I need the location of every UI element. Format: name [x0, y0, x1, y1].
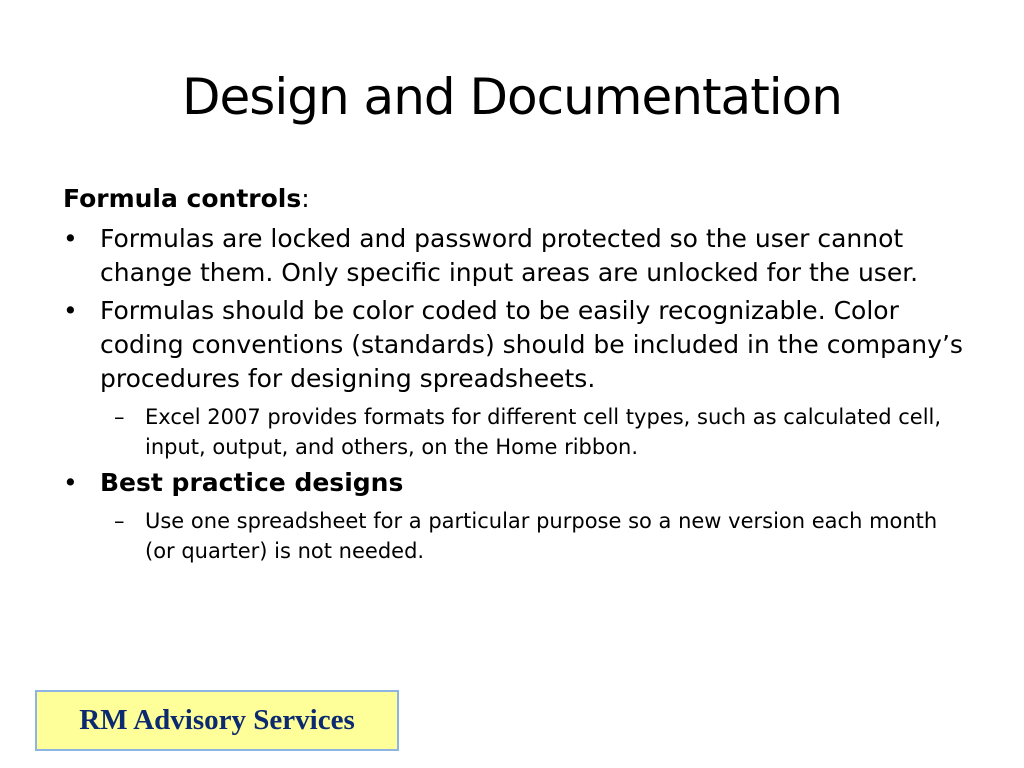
bullet-text: Formulas should be color coded to be easily recognizable. Color coding conventions (standards) should be included in the company’s procedures for designing spreadsheets. [100, 296, 963, 393]
footer-label: RM Advisory Services [79, 704, 355, 736]
sub-bullet-text: Excel 2007 provides formats for different cell types, such as calculated cell, input, output, and others, on the Home ribbon. [145, 405, 942, 459]
sub-bullet-marker: – [114, 509, 125, 533]
bullet-item-locked-formulas [63, 222, 973, 290]
sub-bullet-text: Use one spreadsheet for a particular purpose so a new version each month (or quarter) is not needed. [145, 509, 938, 563]
bullet-marker: • [63, 224, 78, 253]
slide-title: Design and Documentation [182, 68, 842, 126]
footer-box [35, 690, 399, 751]
bullet-text: Formulas are locked and password protected so the user cannot change them. Only specific input areas are unlocked for the user. [100, 224, 919, 287]
bullet-marker: • [63, 468, 78, 497]
bullet-marker: • [63, 296, 78, 325]
section-heading-colon: : [301, 184, 310, 213]
section-heading-label: Formula controls [63, 184, 302, 213]
slide-body [63, 180, 973, 566]
bullet-item-color-coding [63, 294, 973, 396]
sub-bullet-one-spreadsheet [63, 506, 973, 566]
section-heading [63, 180, 973, 218]
bullet-text: Best practice designs [100, 468, 404, 497]
sub-bullet-marker: – [114, 405, 125, 429]
bullet-item-best-practice [63, 466, 973, 500]
sub-bullet-excel-formats [63, 402, 973, 462]
